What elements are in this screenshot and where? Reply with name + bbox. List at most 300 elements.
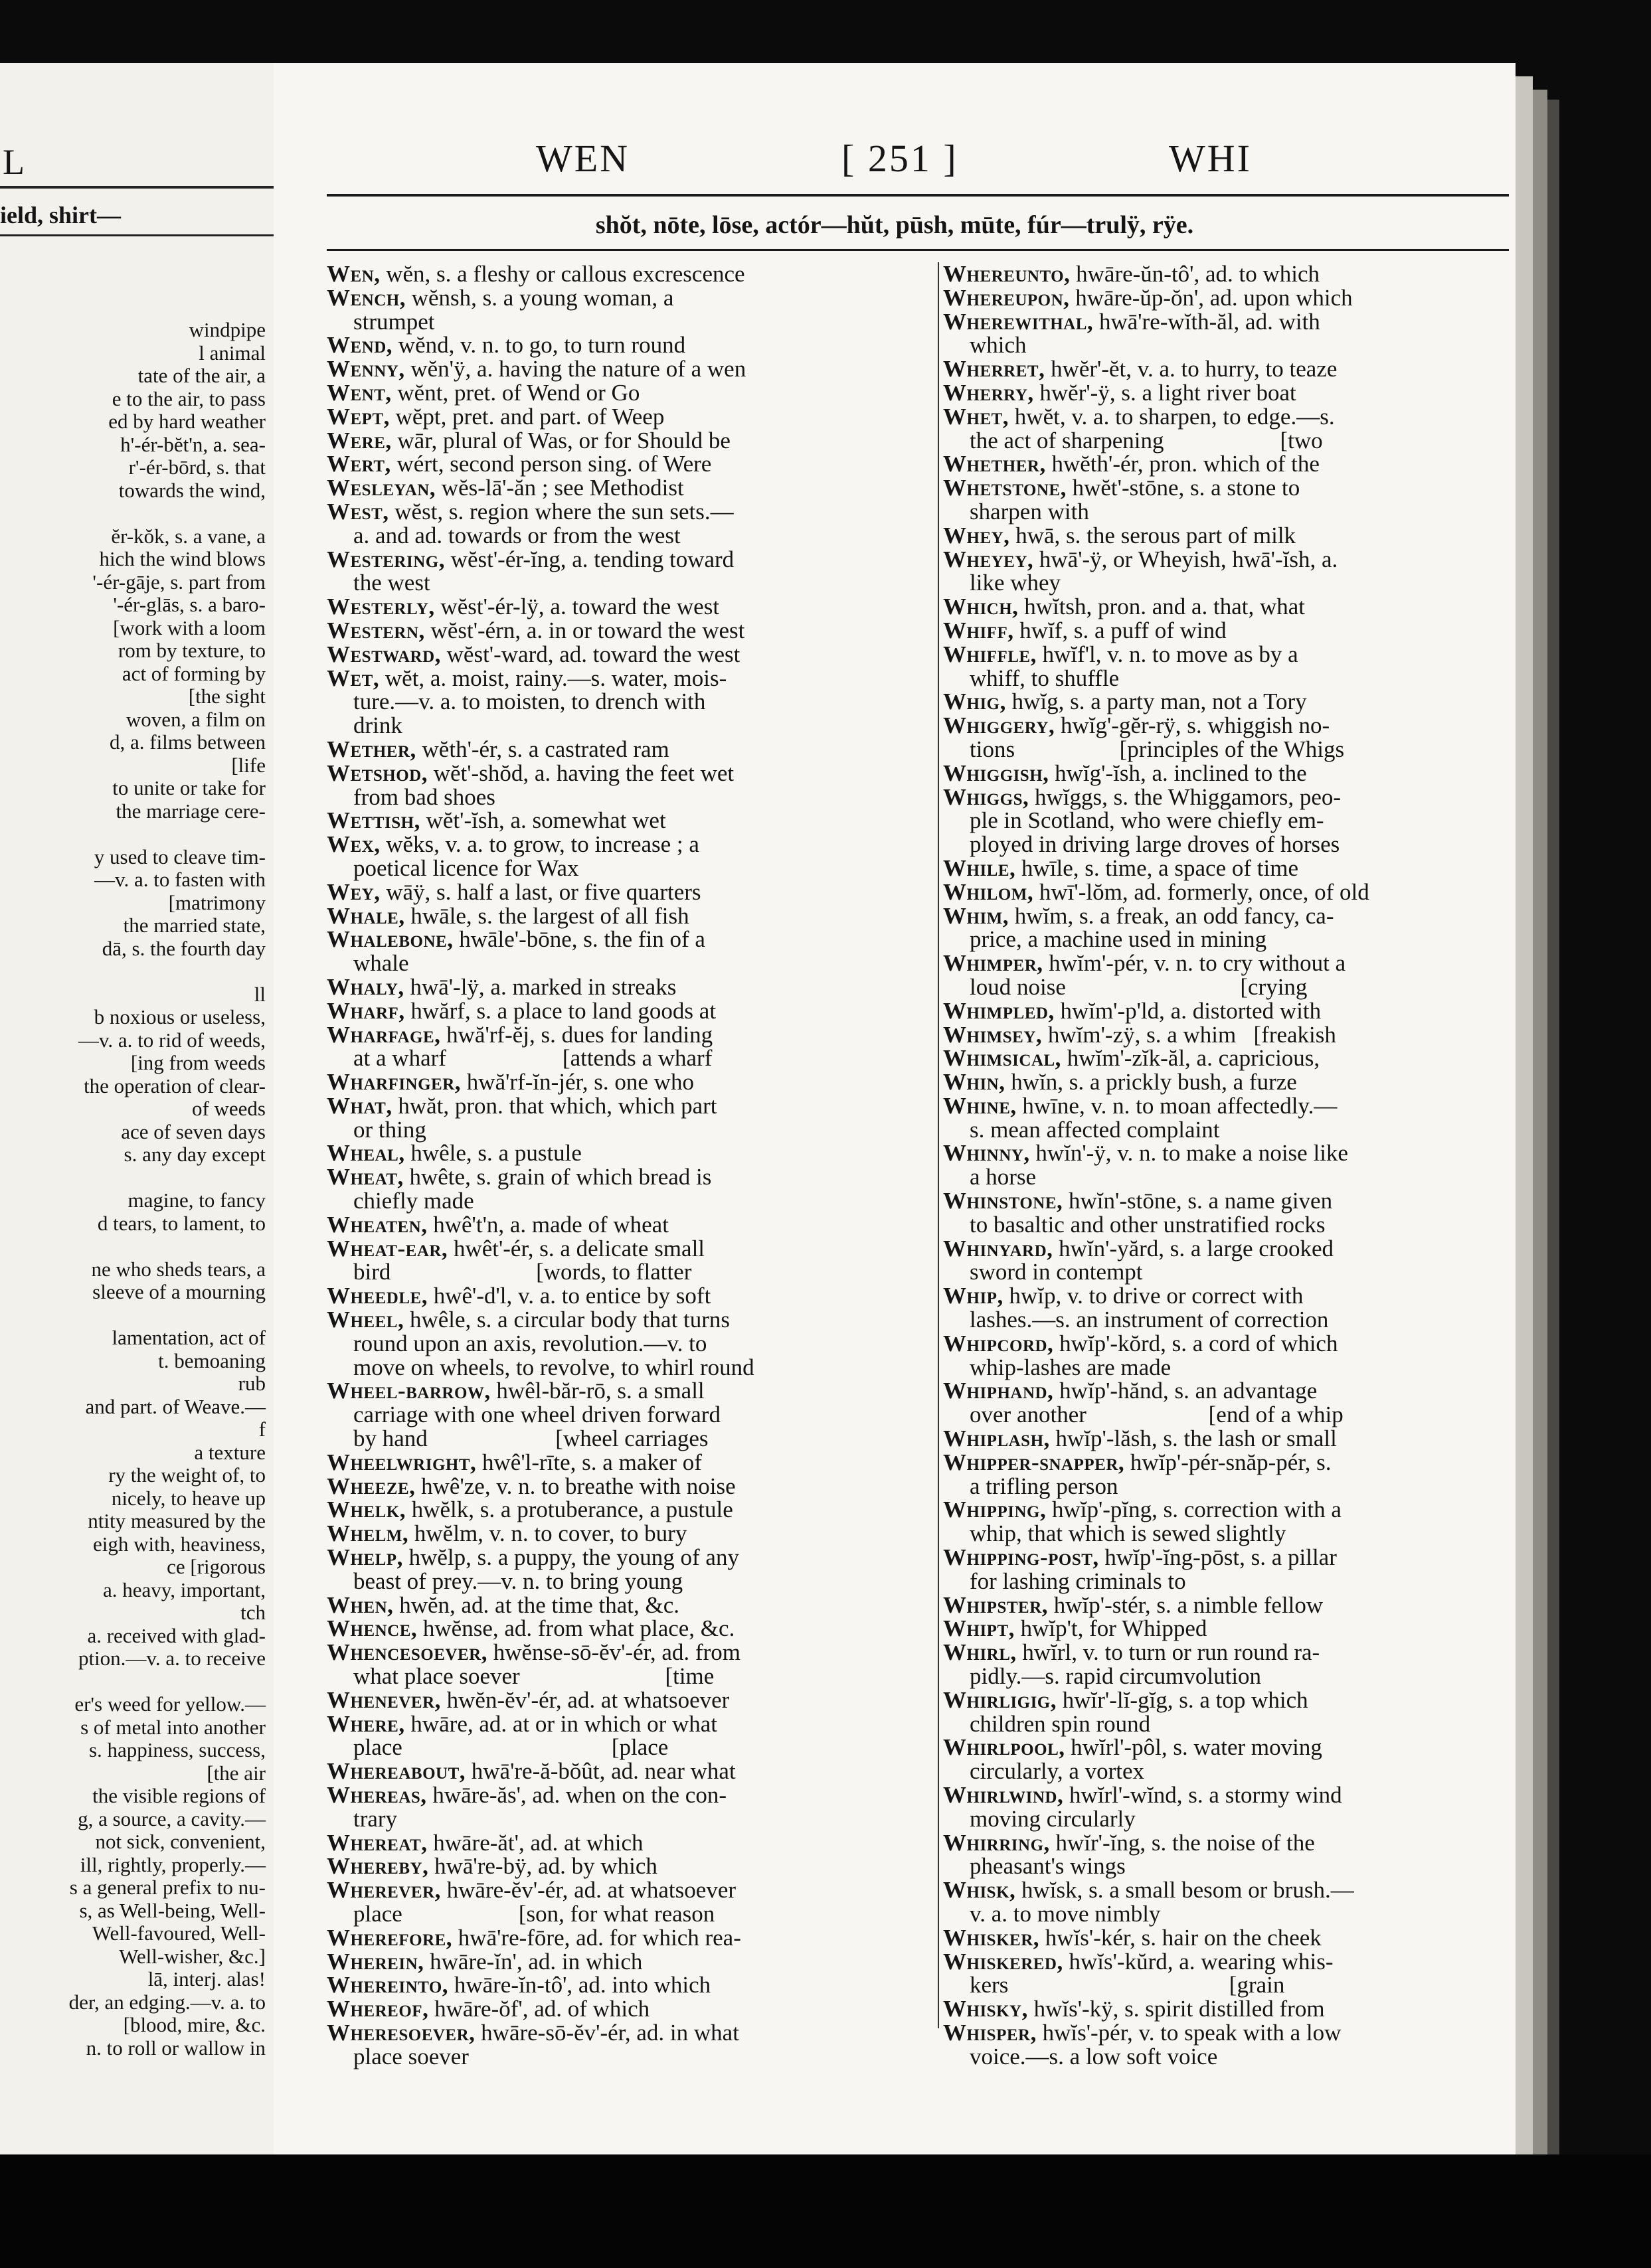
definition-text: wért, second person sing. of Were <box>391 451 712 477</box>
facing-page-line: '-ér-glās, s. a baro- <box>113 593 266 616</box>
headword: Whimsey, <box>943 1021 1043 1048</box>
headword: Whip, <box>943 1283 1003 1309</box>
dictionary-entry <box>327 476 931 500</box>
entry-continuation <box>943 1664 1508 1688</box>
headword: Wend, <box>327 332 393 359</box>
headword: Wharfage, <box>327 1021 441 1048</box>
facing-page-line: s. any day except <box>124 1143 266 1166</box>
definition-text: hwāre-sō-ĕv'-ér, ad. in what <box>475 2019 739 2046</box>
entry-continuation <box>943 1165 1508 1189</box>
definition-text: hwĭp't, for Whipped <box>1014 1615 1207 1642</box>
definition-text: move on wheels, to revolve, to whirl round <box>353 1354 754 1380</box>
dictionary-entry <box>943 1189 1508 1213</box>
definition-text: hwê't'n, a. made of wheat <box>427 1211 669 1238</box>
dictionary-entry <box>943 1332 1508 1356</box>
headword: Whether, <box>943 451 1046 477</box>
entry-continuation <box>943 1260 1508 1284</box>
facing-page-line: eigh with, heaviness, <box>92 1532 266 1556</box>
definition-text: wĕst, s. region where the sun sets.— <box>389 498 734 525</box>
headword: Whalebone, <box>327 926 454 953</box>
headword: Wheat, <box>327 1164 404 1190</box>
definition-text: lashes.—s. an instrument of correction <box>970 1307 1329 1333</box>
headword: Whereof, <box>327 1996 429 2022</box>
dictionary-entry <box>327 1593 931 1617</box>
dictionary-entry <box>327 262 931 286</box>
facing-page-line: [matrimony <box>168 890 266 914</box>
headword: Whimsical, <box>943 1045 1061 1072</box>
dictionary-entry <box>327 1950 931 1974</box>
definition-text: hwête, s. grain of which bread is <box>403 1164 712 1190</box>
dictionary-entry <box>943 880 1508 904</box>
headword: Whiggery, <box>943 712 1055 739</box>
entry-continuation <box>943 1522 1508 1546</box>
headword: Whereas, <box>327 1782 427 1808</box>
definition-text: hwĭp'-lăsh, s. the lash or small <box>1049 1425 1337 1452</box>
definition-text: hwĭm'-zĭk-ăl, a. capricious, <box>1061 1045 1320 1072</box>
headword: Wetshod, <box>327 760 428 786</box>
dictionary-entry <box>943 1237 1508 1261</box>
headword: Western, <box>327 617 425 643</box>
dictionary-entry <box>943 856 1508 880</box>
facing-page-line: lā, interj. alas! <box>147 1967 266 1990</box>
definition-text: loud noise [crying <box>970 973 1308 1000</box>
definition-text: wĕks, v. a. to grow, to increase ; a <box>380 831 699 858</box>
dictionary-entry <box>943 1688 1508 1712</box>
definition-text: wĕn'ÿ, a. having the nature of a wen <box>404 356 746 382</box>
definition-text: whale <box>353 950 409 977</box>
headword: Whisk, <box>943 1877 1016 1903</box>
definition-text: hwĭp'-hănd, s. an advantage <box>1053 1378 1318 1404</box>
definition-text: whiff, to shuffle <box>970 665 1120 691</box>
dictionary-entry <box>327 1475 931 1498</box>
facing-page-line: hich the wind blows <box>99 547 266 570</box>
dictionary-entry <box>943 524 1508 548</box>
definition-text: hwĭm'-zÿ, s. a whim [freakish <box>1042 1021 1336 1048</box>
headword: Wharf, <box>327 997 405 1024</box>
definition-text: hwā're-wĭth-ăl, ad. with <box>1093 308 1320 335</box>
facing-page-line: '-ér-gāje, s. part from <box>92 570 266 594</box>
dictionary-entry <box>943 1641 1508 1664</box>
headword: Whenever, <box>327 1686 441 1713</box>
facing-page-line: —v. a. to fasten with <box>94 868 266 891</box>
facing-page-line: tch <box>240 1601 266 1624</box>
headword: Westward, <box>327 641 441 667</box>
headword: Whiggish, <box>943 760 1049 786</box>
facing-page-line: —v. a. to rid of weeds, <box>78 1028 266 1052</box>
dictionary-entry <box>943 262 1508 286</box>
definition-text: hwā're-bÿ, ad. by which <box>428 1853 657 1880</box>
definition-text: from bad shoes <box>353 783 495 810</box>
dictionary-entry <box>943 381 1508 405</box>
definition-text: at a wharf [attends a wharf <box>353 1045 713 1072</box>
dictionary-entry <box>327 1213 931 1237</box>
facing-page-line: [the sight <box>188 685 266 708</box>
dictionary-entry <box>943 1593 1508 1617</box>
dictionary-entry <box>943 999 1508 1023</box>
dictionary-entry <box>943 452 1508 476</box>
entry-continuation <box>327 1403 931 1427</box>
facing-page-line: f <box>258 1418 266 1441</box>
entry-continuation <box>327 571 931 595</box>
dictionary-entry <box>327 975 931 999</box>
definition-text: pheasant's wings <box>970 1853 1126 1880</box>
definition-text: hwĕn, ad. at the time that, &c. <box>393 1591 679 1618</box>
headword: Wherefore, <box>327 1924 453 1951</box>
dictionary-entry <box>327 619 931 643</box>
facing-page-line: h'-ér-bĕt'n, a. sea- <box>120 432 266 456</box>
headword: Wherever, <box>327 1877 441 1903</box>
definition-text: hwĭf, s. a puff of wind <box>1013 617 1227 643</box>
facing-page-line: woven, a film on <box>126 707 266 731</box>
headword: Wether, <box>327 736 416 762</box>
dictionary-entry <box>327 1284 931 1308</box>
entry-continuation <box>943 1308 1508 1332</box>
headword: Whipcord, <box>943 1330 1054 1356</box>
dictionary-entry <box>327 595 931 619</box>
definition-text: hwī'-lŏm, ad. formerly, once, of old <box>1033 878 1369 905</box>
definition-text: hwĭr'-ĭng, s. the noise of the <box>1049 1829 1315 1856</box>
entry-continuation <box>327 951 931 975</box>
entry-continuation <box>943 429 1508 453</box>
definition-text: ture.—v. a. to moisten, to drench with <box>353 688 706 715</box>
definition-text: hwêle, s. a pustule <box>404 1140 582 1167</box>
headword: Whine, <box>943 1092 1017 1119</box>
headword: Whiplash, <box>943 1425 1050 1452</box>
facing-page-line: dā, s. the fourth day <box>102 936 266 960</box>
definition-text: wĕt'-shŏd, a. having the feet wet <box>427 760 735 786</box>
headword: Whetstone, <box>943 475 1067 501</box>
definition-text: hwāre-ŏf', ad. of which <box>428 1996 650 2022</box>
headword: Whipt, <box>943 1615 1015 1642</box>
facing-page-line: towards the wind, <box>118 478 266 502</box>
facing-page-line: act of forming by <box>122 661 266 685</box>
definition-text: hwĭn'-ÿ, v. n. to make a noise like <box>1029 1140 1348 1167</box>
definition-text: round upon an axis, revolution.—v. to <box>353 1330 707 1356</box>
facing-page-line: [blood, mire, &c. <box>123 2013 266 2036</box>
facing-page-rule-top <box>0 186 274 189</box>
headword: Wey, <box>327 878 381 905</box>
headword: Whipper-snapper, <box>943 1449 1125 1475</box>
dictionary-entry <box>943 286 1508 310</box>
headword: Wenny, <box>327 356 405 382</box>
definition-text: whip-lashes are made <box>970 1354 1172 1380</box>
definition-text: like whey <box>970 570 1061 596</box>
headword: Whelm, <box>327 1520 409 1547</box>
facing-page-line <box>0 1670 274 1694</box>
facing-page-line: and part. of Weave.— <box>85 1394 266 1418</box>
dictionary-entry <box>327 928 931 951</box>
definition-text: hwêl-băr-rō, s. a small <box>490 1378 705 1404</box>
entry-continuation <box>327 310 931 334</box>
entry-continuation <box>943 1759 1508 1783</box>
facing-page-line: nicely, to heave up <box>111 1486 266 1510</box>
definition-text: place soever <box>353 2043 469 2069</box>
definition-text: chiefly made <box>353 1188 474 1214</box>
definition-text: hwāre-ĭn', ad. in which <box>424 1948 643 1975</box>
definition-text: price, a machine used in mining <box>970 926 1267 953</box>
facing-page-line: e to the air, to pass <box>112 386 266 410</box>
definition-text: hwāle'-bōne, s. the fin of a <box>453 926 705 953</box>
facing-page-line: ry the weight of, to <box>108 1463 266 1487</box>
definition-text: bird [words, to flatter <box>353 1259 692 1285</box>
dictionary-entry <box>327 833 931 856</box>
definition-text: hwĭggs, s. the Whiggamors, peo- <box>1029 783 1342 810</box>
facing-page-line: s a general prefix to nu- <box>69 1876 266 1899</box>
headword: Wheel-barrow, <box>327 1378 491 1404</box>
definition-text: hwĕth'-ér, pron. which of the <box>1045 451 1320 477</box>
entry-continuation <box>327 1736 931 1759</box>
headword: Whet, <box>943 403 1009 430</box>
definition-text: wĕst'-érn, a. in or toward the west <box>424 617 745 643</box>
headword: Whiphand, <box>943 1378 1054 1404</box>
headword: Whencesoever, <box>327 1639 487 1666</box>
headword: Whelp, <box>327 1544 403 1571</box>
dictionary-entry <box>943 1831 1508 1855</box>
definition-text: hwīne, v. n. to moan affectedly.— <box>1016 1092 1338 1119</box>
headword: Whipping, <box>943 1497 1047 1523</box>
definition-text: hwêt'-ér, s. a delicate small <box>448 1235 705 1261</box>
dictionary-entry <box>943 1878 1508 1902</box>
facing-page-line: [life <box>231 753 266 777</box>
dictionary-entry <box>327 1165 931 1189</box>
definition-text: a trifling person <box>970 1473 1118 1499</box>
dictionary-entry <box>943 1997 1508 2021</box>
dictionary-entry <box>327 1617 931 1641</box>
entry-continuation <box>943 1973 1508 1997</box>
definition-text: hwĭtsh, pron. and a. that, what <box>1018 594 1306 620</box>
definition-text: drink <box>353 712 402 739</box>
dictionary-entry <box>943 1736 1508 1759</box>
entry-continuation <box>327 1118 931 1142</box>
entry-continuation <box>943 975 1508 999</box>
facing-page-text <box>0 319 274 2060</box>
dictionary-entry <box>327 809 931 833</box>
facing-page-line: g, a source, a cavity.— <box>78 1807 266 1830</box>
definition-text: hwāre-ĭn-tô', ad. into which <box>448 1972 711 1998</box>
definition-text: v. a. to move nimbly <box>970 1900 1161 1927</box>
dictionary-entry <box>327 1451 931 1475</box>
facing-page-line: ĕr-kŏk, s. a vane, a <box>111 524 266 548</box>
headword: Whin, <box>943 1069 1005 1095</box>
definition-text: hwĭrl'-wĭnd, s. a stormy wind <box>1063 1782 1342 1808</box>
entry-continuation <box>327 1902 931 1926</box>
headword: Which, <box>943 594 1019 620</box>
definition-text: hwĭp'-kŏrd, s. a cord of which <box>1053 1330 1338 1356</box>
definition-text: hwĭg'-ĭsh, a. inclined to the <box>1049 760 1307 786</box>
headword: Whisky, <box>943 1996 1028 2022</box>
definition-text: hwāre-ĕv'-ér, ad. at whatsoever <box>440 1877 737 1903</box>
definition-text: poetical licence for Wax <box>353 854 579 881</box>
entry-continuation <box>943 928 1508 951</box>
facing-page-line: magine, to fancy <box>128 1188 266 1212</box>
headword: Whimper, <box>943 950 1043 977</box>
dictionary-entry <box>943 1023 1508 1047</box>
headword: Whimpled, <box>943 997 1055 1024</box>
headword: West, <box>327 498 389 525</box>
entry-continuation <box>327 1046 931 1070</box>
definition-text: wĕt'-ĭsh, a. somewhat wet <box>420 807 666 834</box>
definition-text: over another [end of a whip <box>970 1402 1344 1428</box>
entry-continuation <box>327 1664 931 1688</box>
definition-text: hwăt, pron. that which, which part <box>392 1092 717 1119</box>
page-edge <box>1547 100 1559 2154</box>
facing-page-line: tate of the air, a <box>137 364 266 387</box>
definition-text: hwĭrl'-pôl, s. water moving <box>1065 1734 1322 1761</box>
definition-text: wĕt, a. moist, rainy.—s. water, mois- <box>379 665 727 691</box>
definition-text: hwĭs'-kŭrd, a. wearing whis- <box>1063 1948 1334 1975</box>
background-shadow <box>0 2154 1651 2268</box>
dictionary-entry <box>327 1141 931 1165</box>
facing-page-line: sleeve of a mourning <box>92 1280 266 1303</box>
headword: Went, <box>327 379 392 406</box>
dictionary-entry <box>943 1046 1508 1070</box>
facing-page-rule-bottom <box>0 234 274 236</box>
dictionary-entry <box>327 880 931 904</box>
headword: Wert, <box>327 451 391 477</box>
headword: Wheedle, <box>327 1283 428 1309</box>
entry-continuation <box>943 1118 1508 1142</box>
dictionary-entry <box>327 1498 931 1522</box>
facing-page-line: l animal <box>199 341 266 364</box>
dictionary-entry <box>327 1973 931 1997</box>
headword: Whisper, <box>943 2019 1037 2046</box>
headword: Wherein, <box>327 1948 424 1975</box>
headword: Whiskered, <box>943 1948 1063 1975</box>
entry-continuation <box>943 1854 1508 1878</box>
headword: Wheat-ear, <box>327 1235 448 1261</box>
definition-text: wĕn, s. a fleshy or callous excrescence <box>380 261 745 287</box>
facing-page-line: s. happiness, success, <box>88 1738 266 1761</box>
entry-continuation <box>327 1260 931 1284</box>
definition-text: ployed in driving large droves of horses <box>970 831 1340 858</box>
entry-continuation <box>943 1902 1508 1926</box>
entry-continuation <box>943 1807 1508 1831</box>
headword: Whereby, <box>327 1853 429 1880</box>
facing-page-line: Well-wisher, &c.] <box>119 1944 266 1968</box>
definition-text: hwāre, ad. at or in which or what <box>404 1710 718 1737</box>
dictionary-entry <box>943 595 1508 619</box>
entry-continuation <box>943 1570 1508 1593</box>
entries-column-right <box>943 262 1508 2069</box>
definition-text: pidly.—s. rapid circumvolution <box>970 1663 1262 1690</box>
definition-text: hwĭm'-p'ld, a. distorted with <box>1054 997 1322 1024</box>
dictionary-entry <box>943 904 1508 928</box>
facing-page-line <box>0 1235 274 1258</box>
headword: Whinny, <box>943 1140 1030 1167</box>
definition-text: kers [grain <box>970 1972 1285 1998</box>
headword: Wheaten, <box>327 1211 428 1238</box>
headword: Whirlpool, <box>943 1734 1065 1761</box>
headword: Wheresoever, <box>327 2019 476 2046</box>
dictionary-entry <box>943 1141 1508 1165</box>
entry-continuation <box>327 690 931 714</box>
dictionary-entry <box>327 452 931 476</box>
facing-page-line: lamentation, act of <box>112 1326 266 1349</box>
dictionary-entry <box>943 1379 1508 1403</box>
headword: Whipster, <box>943 1591 1049 1618</box>
headword: Whey, <box>943 522 1010 548</box>
headword: Where, <box>327 1710 405 1737</box>
headword: Whelk, <box>327 1497 406 1523</box>
headword: Wheelwright, <box>327 1449 477 1475</box>
definition-text: hwĭr'-lĭ-gĭg, s. a top which <box>1057 1686 1308 1713</box>
headword: Wept, <box>327 403 390 430</box>
dictionary-entry <box>327 1379 931 1403</box>
dictionary-entry <box>943 951 1508 975</box>
entry-continuation <box>327 714 931 738</box>
definition-text: hwĭp'-pér-snăp-pér, s. <box>1124 1449 1332 1475</box>
dictionary-entry <box>327 643 931 667</box>
dictionary-entry <box>327 738 931 762</box>
headword: While, <box>943 854 1016 881</box>
definition-text: a horse <box>970 1164 1037 1190</box>
facing-page-line: y used to cleave tim- <box>94 845 266 868</box>
dictionary-entry <box>327 1854 931 1878</box>
definition-text: beast of prey.—v. n. to bring young <box>353 1568 683 1594</box>
definition-text: hwāre-ŭn-tô', ad. to which <box>1070 261 1320 287</box>
headword: Wherry, <box>943 379 1034 406</box>
dictionary-entry <box>327 381 931 405</box>
dictionary-entry <box>943 1617 1508 1641</box>
facing-page-line: ne who sheds tears, a <box>91 1257 266 1281</box>
definition-text: hwê'ze, v. n. to breathe with noise <box>415 1473 736 1499</box>
facing-page-line: ntity measured by the <box>88 1509 266 1532</box>
definition-text: place [son, for what reason <box>353 1900 715 1927</box>
dictionary-entry <box>327 1237 931 1261</box>
entry-continuation <box>327 1356 931 1380</box>
dictionary-entry <box>943 2021 1508 2045</box>
entry-continuation <box>943 1403 1508 1427</box>
dictionary-entry <box>327 1308 931 1332</box>
definition-text: hwā're-fōre, ad. for which rea- <box>452 1924 741 1951</box>
dictionary-entry <box>943 643 1508 667</box>
definition-text: hwĕlp, s. a puppy, the young of any <box>402 1544 739 1571</box>
definition-text: hwĕt, v. a. to sharpen, to edge.—s. <box>1009 403 1335 430</box>
definition-text: hwĭrl, v. to turn or run round ra- <box>1016 1639 1320 1666</box>
definition-text: wĕpt, pret. and part. of Weep <box>389 403 665 430</box>
dictionary-entry <box>943 619 1508 643</box>
entry-continuation <box>327 1332 931 1356</box>
facing-page-line <box>0 502 274 525</box>
definition-text: hwā'-lÿ, a. marked in streaks <box>404 973 677 1000</box>
dictionary-entry <box>327 2021 931 2045</box>
entries-column-left <box>327 262 931 2069</box>
key-rule <box>327 249 1509 251</box>
dictionary-entry <box>943 690 1508 714</box>
headword: Whipping-post, <box>943 1544 1099 1571</box>
headword: Wherret, <box>943 356 1045 382</box>
dictionary-entry <box>327 667 931 690</box>
definition-text: hwĕt'-stōne, s. a stone to <box>1066 475 1300 501</box>
headword: Wheeze, <box>327 1473 416 1499</box>
entry-continuation <box>327 1570 931 1593</box>
facing-page-line: rub <box>238 1372 266 1395</box>
page-edge <box>1533 90 1547 2154</box>
definition-text: hwĭn'-stōne, s. a name given <box>1063 1188 1333 1214</box>
definition-text: hwĭp, v. to drive or correct with <box>1003 1283 1304 1309</box>
definition-text: hwā'-ÿ, or Wheyish, hwā'-ĭsh, a. <box>1033 546 1338 572</box>
definition-text: hwĭg, s. a party man, not a Tory <box>1005 688 1307 715</box>
definition-text: to basaltic and other unstratified rocks <box>970 1211 1326 1238</box>
facing-page-line: b noxious or useless, <box>94 1005 266 1028</box>
facing-page-line: ce [rigorous <box>167 1555 266 1578</box>
entry-continuation <box>943 1712 1508 1736</box>
definition-text: ple in Scotland, who were chiefly em- <box>970 807 1324 834</box>
dictionary-entry <box>327 1831 931 1855</box>
dictionary-entry <box>327 1783 931 1807</box>
dictionary-entry <box>327 286 931 310</box>
definition-text: hwĭn, s. a prickly bush, a furze <box>1005 1069 1297 1095</box>
